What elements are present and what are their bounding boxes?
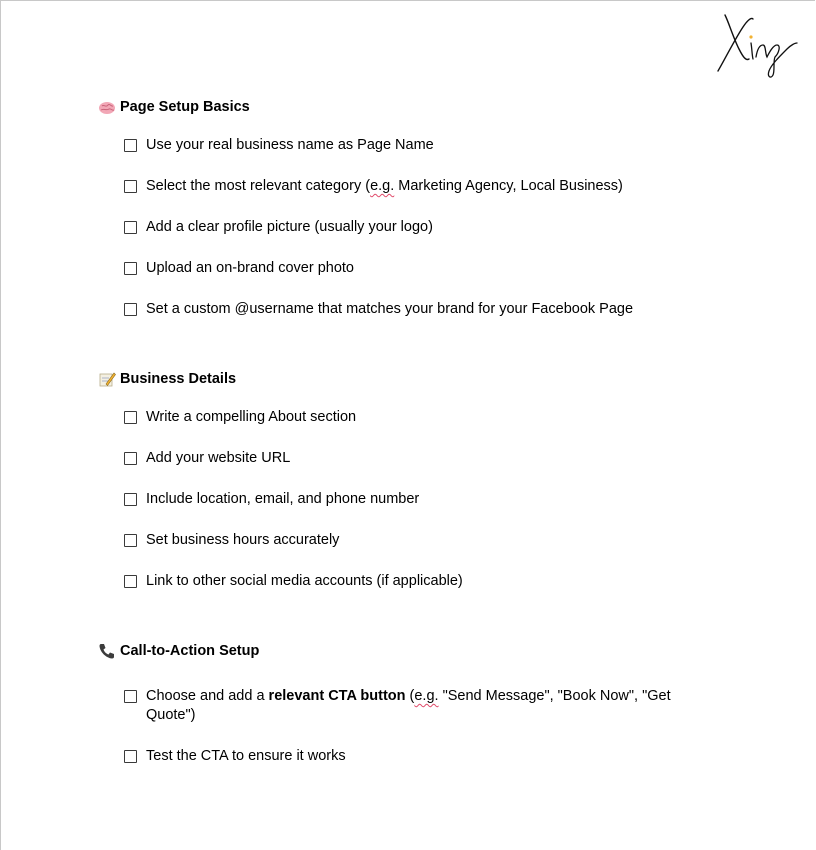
spellcheck-mark: e.g. [414,688,439,704]
item-text: Test the CTA to ensure it works [146,748,346,764]
checklist-item [124,531,686,550]
memo-icon [98,370,116,388]
section-title-business-details [98,370,236,388]
checklist-item [124,177,686,196]
checkbox[interactable] [124,221,137,234]
item-text: Add a clear profile picture (usually your logo) [146,219,433,235]
checkbox[interactable] [124,303,137,316]
section-title-text: Call-to-Action Setup [120,643,260,659]
checklist-item [124,136,686,155]
checklist-item [124,490,686,509]
checkbox[interactable] [124,750,137,763]
section-title-text: Page Setup Basics [120,99,250,115]
checklist-item [124,408,686,427]
section-title-text: Business Details [120,371,237,387]
item-text: Select the most relevant category (e.g. Marketing Agency, Local Business) [146,178,623,194]
item-text: Link to other social media accounts (if applicable) [146,573,463,589]
checklist-item [124,300,686,319]
checklist-item [124,572,686,591]
checkbox[interactable] [124,411,137,424]
checkbox[interactable] [124,690,137,703]
bold-text: relevant CTA button [268,688,406,704]
section-title-call-to-action-setup [98,642,259,660]
checkbox[interactable] [124,493,137,506]
logo-dot [749,35,752,38]
item-text: Include location, email, and phone number [146,491,420,507]
item-text: Set a custom @username that matches your brand for your Facebook Page [146,301,634,317]
checkbox[interactable] [124,139,137,152]
checklist-item [124,259,686,278]
item-text: Upload an on-brand cover photo [146,260,354,276]
item-text: Write a compelling About section [146,409,357,425]
checkbox[interactable] [124,262,137,275]
brain-icon [98,98,116,116]
item-text: Set business hours accurately [146,532,340,548]
checkbox[interactable] [124,534,137,547]
telephone-icon [98,642,116,660]
checkbox[interactable] [124,575,137,588]
checklist-item [124,449,686,468]
checkbox[interactable] [124,452,137,465]
item-text: Use your real business name as Page Name [146,137,434,153]
item-text: Choose and add a relevant CTA button (e.g. "Send Message", "Book Now", "Get Quote") [146,688,671,723]
xing-logo [713,9,799,81]
checklist-item [124,218,686,237]
checklist-item [124,747,686,766]
spellcheck-mark: e.g. [370,178,395,194]
item-text: Add your website URL [146,450,291,466]
checklist-item [124,687,686,725]
checkbox[interactable] [124,180,137,193]
section-title-page-setup-basics [98,98,250,116]
